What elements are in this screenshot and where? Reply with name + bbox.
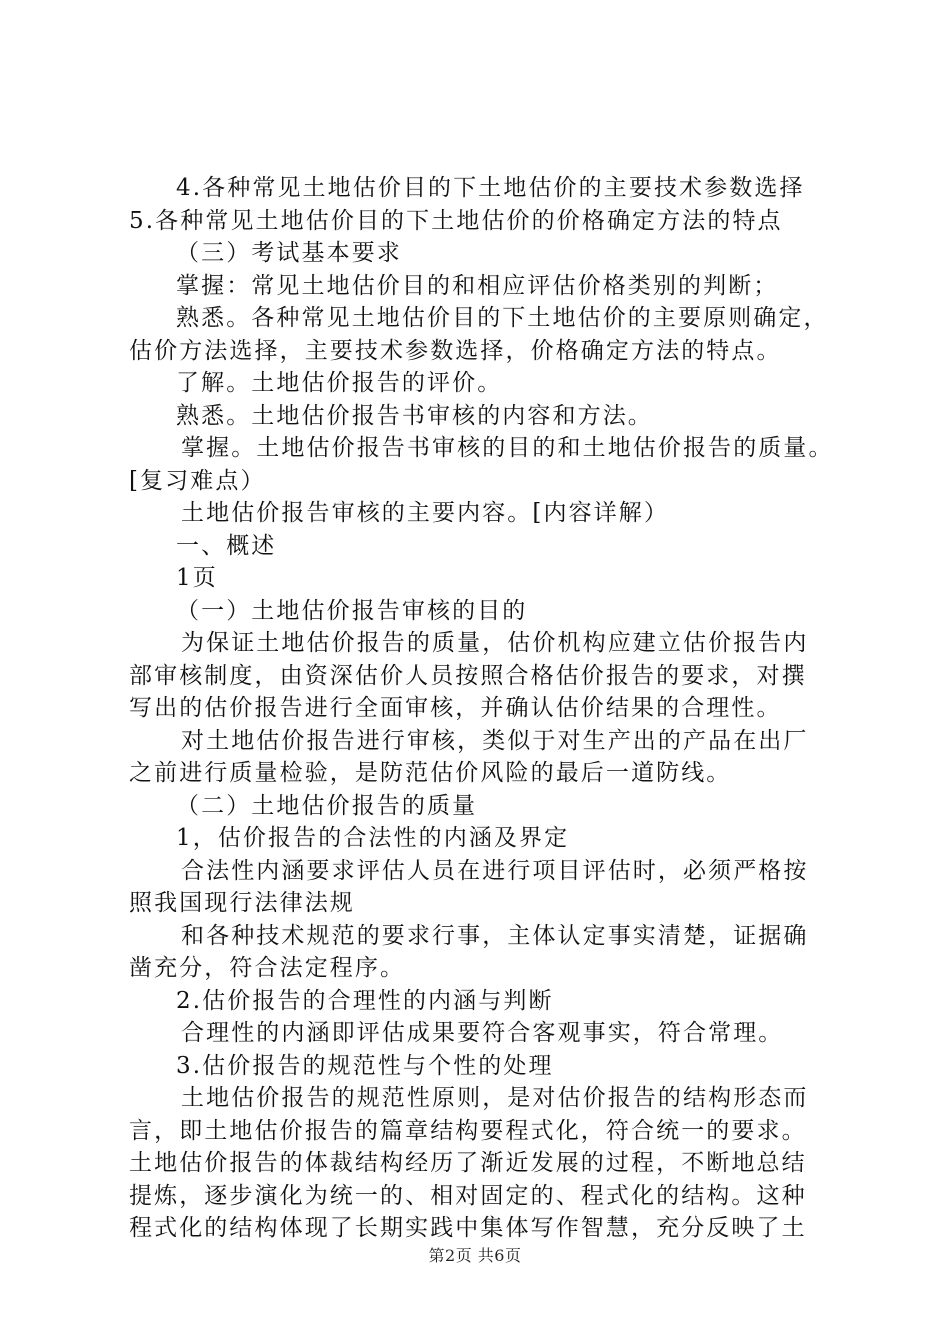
text-line: 和各种技术规范的要求行事，主体认定事实清楚，证据确: [181, 922, 809, 949]
text-line: 对土地估价报告进行审核，类似于对生产出的产品在出厂: [181, 727, 809, 754]
text-line: 言，即土地估价报告的篇章结构要程式化，符合统一的要求。: [129, 1117, 807, 1144]
text-line: 之前进行质量检验，是防范估价风险的最后一道防线。: [129, 760, 732, 786]
text-line: 熟悉。土地估价报告书审核的内容和方法。: [176, 402, 653, 429]
text-line: 熟悉。各种常见土地估价目的下土地估价的主要原则确定，: [176, 305, 829, 331]
text-line: 土地估价报告的体裁结构经历了渐近发展的过程，不断地总结: [129, 1150, 807, 1176]
document-body: [129, 172, 834, 1245]
text-line: 4.各种常见土地估价目的下土地估价的主要技术参数选择: [176, 175, 805, 201]
text-line: 3.估价报告的规范性与个性的处理: [176, 1052, 554, 1079]
text-line: （二）土地估价报告的质量: [176, 792, 478, 819]
text-line: 1页: [176, 565, 218, 591]
text-line: 一、概述: [176, 532, 277, 559]
text-line: 土地估价报告的规范性原则，是对估价报告的结构形态而: [181, 1085, 809, 1111]
text-line: 凿充分，符合法定程序。: [129, 955, 406, 981]
text-line: （一）土地估价报告审核的目的: [176, 597, 528, 624]
text-line: 写出的估价报告进行全面审核，并确认估价结果的合理性。: [129, 695, 782, 721]
text-line: 提炼，逐步演化为统一的、相对固定的、程式化的结构。这种: [129, 1182, 807, 1209]
text-line: 土地估价报告审核的主要内容。[内容详解）: [181, 500, 669, 526]
text-line: 程式化的结构体现了长期实践中集体写作智慧，充分反映了土: [129, 1215, 807, 1241]
text-line: 2.估价报告的合理性的内涵与判断: [176, 987, 554, 1014]
text-line: 5.各种常见土地估价目的下土地估价的价格确定方法的特点: [129, 207, 783, 234]
text-line: （三）考试基本要求: [176, 240, 402, 266]
text-line: 部审核制度，由资深估价人员按照合格估价报告的要求，对撰: [129, 662, 807, 689]
text-line: 掌握：常见土地估价目的和相应评估价格类别的判断；: [176, 272, 779, 299]
text-line: 1，估价报告的合法性的内涵及界定: [176, 825, 570, 851]
text-line: [复习难点）: [129, 467, 266, 494]
text-line: 合法性内涵要求评估人员在进行项目评估时，必须严格按: [181, 857, 809, 884]
text-line: 了解。土地估价报告的评价。: [176, 370, 503, 396]
page-footer: 第2页 共6页: [428, 1246, 522, 1265]
text-line: 掌握。土地估价报告书审核的目的和土地估价报告的质量。: [181, 435, 834, 461]
text-line: 估价方法选择，主要技术参数选择，价格确定方法的特点。: [129, 337, 782, 364]
text-line: 照我国现行法律法规: [129, 890, 355, 916]
text-line: 合理性的内涵即评估成果要符合客观事实，符合常理。: [181, 1020, 784, 1046]
text-line: 为保证土地估价报告的质量，估价机构应建立估价报告内: [181, 630, 809, 656]
